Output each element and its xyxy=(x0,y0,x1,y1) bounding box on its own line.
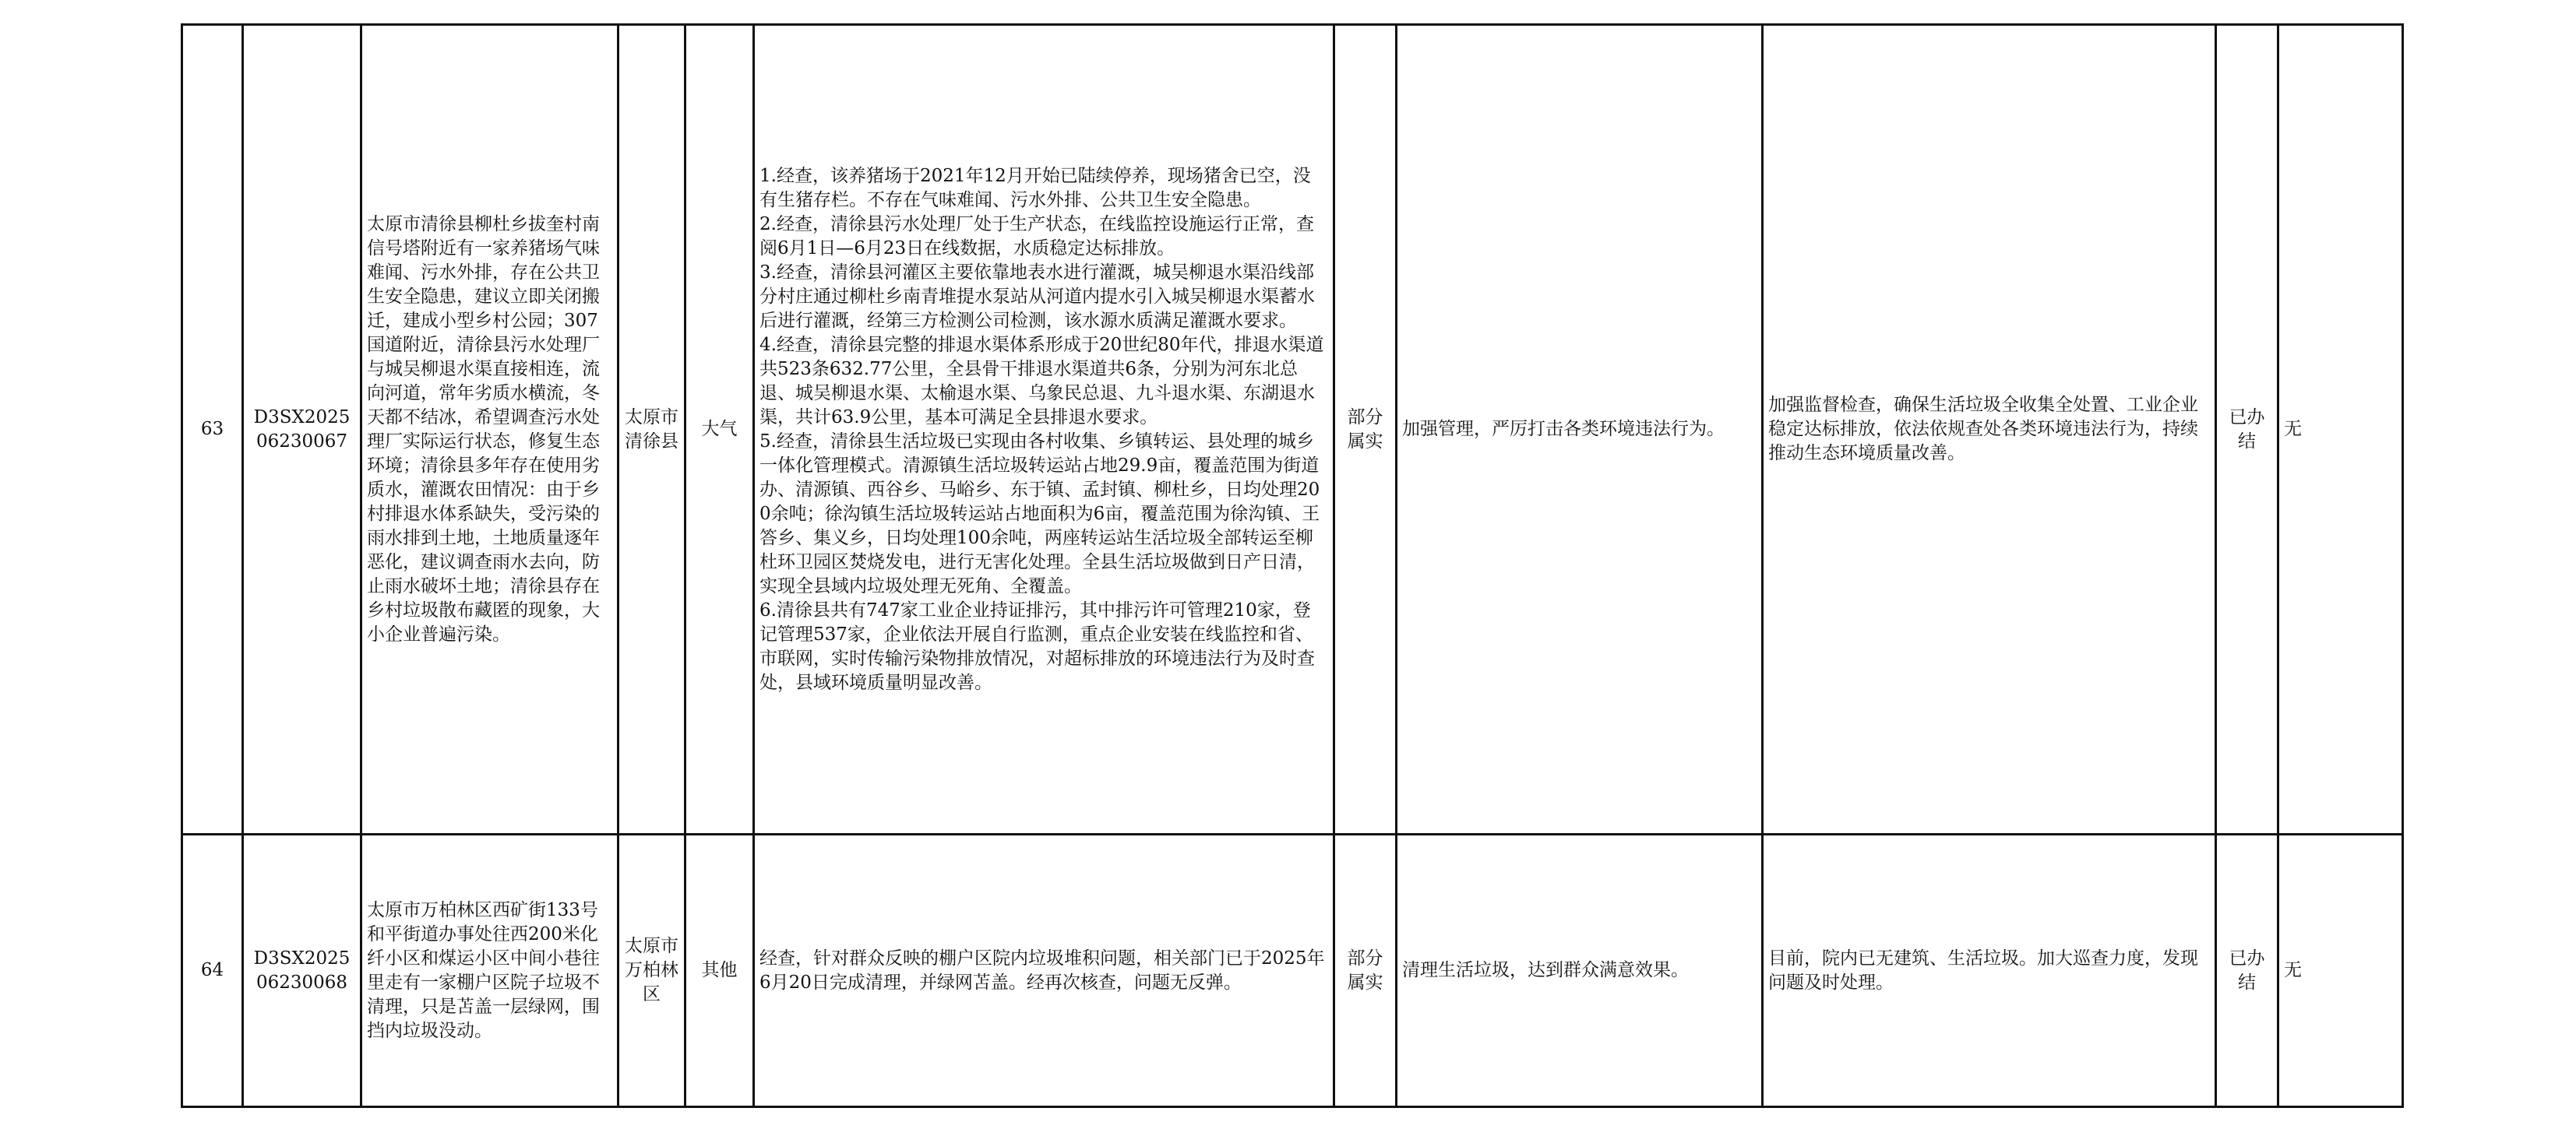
finding-paragraph: 2.经查，清徐县污水处理厂处于生产状态，在线监控设施运行正常，查阅6月1日—6月23日在线数据，水质稳定达标排放。 xyxy=(759,213,1314,259)
verdict: 部分属实 xyxy=(1334,25,1397,835)
finding-paragraph: 6.清徐县共有747家工业企业持证排污，其中排污许可管理210家，登记管理537家，企业依法开展自行监测，重点企业安装在线监控和省、市联网，实时传输污染物排放情况，对超标排放的环境违法行为及时查处，县域环境质量明显改善。 xyxy=(759,600,1315,693)
pollution-category: 大气 xyxy=(685,25,754,835)
case-code: D3SX202506230068 xyxy=(243,835,361,1107)
case-status: 已办结 xyxy=(2216,835,2278,1107)
remark: 无 xyxy=(2278,25,2403,835)
investigation-findings xyxy=(754,835,1334,1107)
complaint-content: 太原市万柏林区西矿街133号和平街道办事处往西200米化纤小区和煤运小区中间小巷往里走有一家棚户区院子垃圾不清理，只是苫盖一层绿网，围挡内垃圾没动。 xyxy=(361,835,618,1107)
finding-paragraph: 5.经查，清徐县生活垃圾已实现由各村收集、乡镇转运、县处理的城乡一体化管理模式。清源镇生活垃圾转运站占地29.9亩，覆盖范围为街道办、清源镇、西谷乡、马峪乡、东于镇、孟封镇、柳杜乡，日均处理200余吨；徐沟镇生活垃圾转运站占地面积为6亩，覆盖范围为徐沟镇、王答乡、集义乡，日均处理100余吨，两座转运站生活垃圾全部转运至柳杜环卫园区焚烧发电，进行无害化处理。全县生活垃圾做到日产日清，实现全县域内垃圾处理无死角、全覆盖。 xyxy=(759,431,1320,596)
row-index: 63 xyxy=(182,25,243,835)
complaint-table xyxy=(181,23,2404,1108)
handling-measures: 加强管理，严厉打击各类环境违法行为。 xyxy=(1397,25,1763,835)
followup-measures: 加强监督检查，确保生活垃圾全收集全处置、工业企业稳定达标排放，依法依规查处各类环境违法行为，持续推动生态环境质量改善。 xyxy=(1763,25,2216,835)
finding-paragraph: 经查，针对群众反映的棚户区院内垃圾堆积问题，相关部门已于2025年6月20日完成清理，并绿网苫盖。经再次核查，问题无反弹。 xyxy=(759,948,1325,993)
verdict: 部分属实 xyxy=(1334,835,1397,1107)
complaint-content: 太原市清徐县柳杜乡拔奎村南信号塔附近有一家养猪场气味难闻、污水外排，存在公共卫生安全隐患，建议立即关闭搬迁，建成小型乡村公园；307国道附近，清徐县污水处理厂与城吴柳退水渠直接相连，流向河道，常年劣质水横流，冬天都不结冰，希望调查污水处理厂实际运行状态，修复生态环境；清徐县多年存在使用劣质水，灌溉农田情况：由于乡村排退水体系缺失，受污染的雨水排到土地，土地质量逐年恶化，建议调查雨水去向，防止雨水破坏土地；清徐县存在乡村垃圾散布藏匿的现象，大小企业普遍污染。 xyxy=(361,25,618,835)
administrative-area: 太原市万柏林区 xyxy=(618,835,685,1107)
case-code: D3SX202506230067 xyxy=(243,25,361,835)
administrative-area: 太原市清徐县 xyxy=(618,25,685,835)
finding-paragraph: 4.经查，清徐县完整的排退水渠体系形成于20世纪80年代，排退水渠道共523条632.77公里，全县骨干排退水渠道共6条，分别为河东北总退、城吴柳退水渠、太榆退水渠、乌象民总退、九斗退水渠、东湖退水渠，共计63.9公里，基本可满足全县排退水要求。 xyxy=(759,334,1324,427)
finding-paragraph: 1.经查，该养猪场于2021年12月开始已陆续停养，现场猪舍已空，没有生猪存栏。不存在气味难闻、污水外排、公共卫生安全隐患。 xyxy=(759,165,1311,210)
case-status: 已办结 xyxy=(2216,25,2278,835)
row-index: 64 xyxy=(182,835,243,1107)
handling-measures: 清理生活垃圾，达到群众满意效果。 xyxy=(1397,835,1763,1107)
finding-paragraph: 3.经查，清徐县河灌区主要依靠地表水进行灌溉，城吴柳退水渠沿线部分村庄通过柳杜乡南青堆提水泵站从河道内提水引入城吴柳退水渠蓄水后进行灌溉，经第三方检测公司检测，该水源水质满足灌溉水要求。 xyxy=(759,262,1315,331)
followup-measures: 目前，院内已无建筑、生活垃圾。加大巡查力度，发现问题及时处理。 xyxy=(1763,835,2216,1107)
table-row xyxy=(182,835,2403,1107)
table-row xyxy=(182,25,2403,835)
pollution-category: 其他 xyxy=(685,835,754,1107)
investigation-findings xyxy=(754,25,1334,835)
remark: 无 xyxy=(2278,835,2403,1107)
